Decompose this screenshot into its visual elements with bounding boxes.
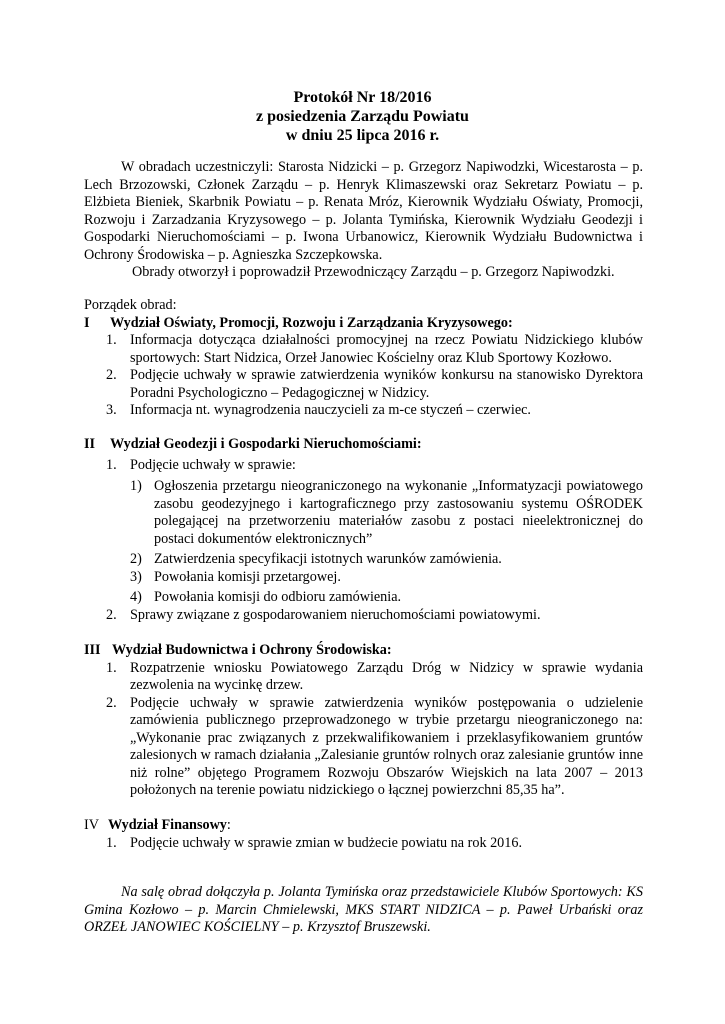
sub-item-text: Zatwierdzenia specyfikacji istotnych warunków zamówienia. (154, 551, 502, 567)
section-heading (84, 642, 643, 660)
item-text: Informacja nt. wynagrodzenia nauczycieli za m-ce styczeń – czerwiec. (130, 402, 531, 418)
agenda-section-1 (84, 297, 643, 420)
agenda-label: Porządek obrad: (84, 297, 177, 313)
sub-list-item (130, 478, 643, 548)
section-number: IV (84, 817, 99, 833)
sub-item-number: 1) (130, 478, 142, 494)
section-title: Wydział Finansowy (108, 817, 227, 833)
section-number: II (84, 436, 96, 452)
list-item (106, 402, 643, 420)
list-item (106, 332, 643, 367)
sub-list-item (130, 569, 643, 587)
attendees-paragraph: W obradach uczestniczyli: Starosta Nidzicki – p. Grzegorz Napiwodzki, Wicestarosta – p. Lech Brzozowski, Członek Zarządu – p. Henryk Klimaszewski oraz Sekretarz Powiatu – p. Elżbieta Bieniek, Skarbnik Powiatu – p. Renata Mróz, Kierownik Wydziału Oświaty, Promocji, Rozwoju i Zarzadzania Kryzysowego – p. Jolanta Tymińska, Kierownik Wydziału Geodezji i Gospodarki Nieruchomościami – p. Iwona Urbanowicz, Kierownik Wydziału Budownictwa i Ochrony Środowiska – p. Agnieszka Szczepkowska. (84, 159, 643, 263)
section-heading (84, 817, 643, 835)
document-subtitle: z posiedzenia Zarządu Powiatu (256, 108, 469, 125)
item-text: Podjęcie uchwały w sprawie zmian w budżecie powiatu na rok 2016. (130, 834, 523, 851)
sub-list-item (130, 589, 643, 607)
section-title: Wydział Oświaty, Promocji, Rozwoju i Zarządzania Kryzysowego: (110, 314, 513, 331)
document-date: w dniu 25 lipca 2016 r. (285, 127, 440, 144)
item-number: 1. (106, 659, 117, 676)
sub-item-text: Ogłoszenia przetargu nieograniczonego na wykonanie „Informatyzacji powiatowego zasobu geodezyjnego i kartograficznego przy zastosowaniu systemu OŚRODEK polegającej na przetworzeniu materiałów zasobu z postaci nieelektronicznej do postaci dokumentów elektronicznych” (154, 478, 643, 547)
item-number: 2. (106, 367, 117, 383)
item-number: 2. (106, 606, 117, 623)
closing-note: Na salę obrad dołączyła p. Jolanta Tymińska oraz przedstawiciele Klubów Sportowych: KS Gmina Kozłowo – p. Marcin Chmielewski, MKS START NIDZICA – p. Paweł Urbański oraz ORZEŁ JANOWIEC KOŚCIELNY – p. Krzysztof Bruszewski. (84, 884, 643, 935)
item-text: Podjęcie uchwały w sprawie: (130, 456, 296, 473)
section-heading (84, 436, 643, 454)
item-text: Informacja dotycząca działalności promocyjnej na rzecz Powiatu Nidzickiego klubów sportowych: Start Nidzica, Orzeł Janowiec Kościelny oraz Klub Sportowy Kozłowo. (130, 332, 643, 366)
agenda-section-4 (84, 817, 643, 852)
list-item (106, 695, 643, 800)
sub-item-text: Powołania komisji przetargowej. (154, 568, 341, 585)
list-item (106, 607, 643, 625)
section-heading (84, 315, 643, 333)
list-item (106, 367, 643, 402)
item-text: Podjęcie uchwały w sprawie zatwierdzenia wyników postępowania o udzielenie zamówienia publicznego przeprowadzonego w trybie przetargu nieograniczonego na: „Wykonanie prac związanych z przekwalifikowaniem i przeklasyfikowaniem gruntów zalesionych w ramach działania „Zalesianie gruntów rolnych oraz zalesianie gruntów inne niż rolne” objętego Programem Rozwoju Obszarów Wiejskich na lata 2007 – 2013 położonych na terenie powiatu nidzickiego o łącznej powierzchni 85,35 ha”. (130, 694, 643, 798)
closing-note-section (84, 884, 643, 937)
section-title: Wydział Geodezji i Gospodarki Nieruchomościami: (110, 436, 422, 452)
list-item (106, 660, 643, 695)
intro-section (84, 159, 643, 282)
section-title: Wydział Budownictwa i Ochrony Środowiska: (112, 642, 392, 658)
item-text: Sprawy związane z gospodarowaniem nieruchomościami powiatowymi. (130, 606, 541, 623)
item-number: 2. (106, 694, 117, 711)
item-text: Rozpatrzenie wniosku Powiatowego Zarządu Dróg w Nidzicy w sprawie wydania zezwolenia na wycinkę drzew. (130, 659, 643, 693)
item-number: 1. (106, 456, 117, 473)
sub-item-number: 2) (130, 551, 142, 567)
list-item (106, 835, 643, 853)
item-text: Podjęcie uchwały w sprawie zatwierdzenia wyników konkursu na stanowisko Dyrektora Poradni Psychologiczno – Pedagogicznej w Nidzicy. (130, 367, 643, 401)
item-number: 1. (106, 332, 117, 348)
sub-list-item (130, 551, 643, 569)
document-title: Protokół Nr 18/2016 (293, 89, 432, 106)
agenda-section-3 (84, 642, 643, 800)
sub-item-number: 3) (130, 568, 142, 585)
sub-item-number: 4) (130, 589, 142, 605)
section-colon: : (226, 817, 231, 833)
sub-item-text: Powołania komisji do odbioru zamówienia. (154, 589, 402, 605)
agenda-section-2 (84, 436, 643, 624)
section-number: I (84, 314, 90, 331)
list-item (106, 457, 643, 475)
opening-paragraph: Obrady otworzył i poprowadził Przewodniczący Zarządu – p. Grzegorz Napiwodzki. (132, 264, 615, 280)
section-number: III (84, 642, 101, 658)
item-number: 1. (106, 834, 117, 851)
item-number: 3. (106, 402, 117, 418)
